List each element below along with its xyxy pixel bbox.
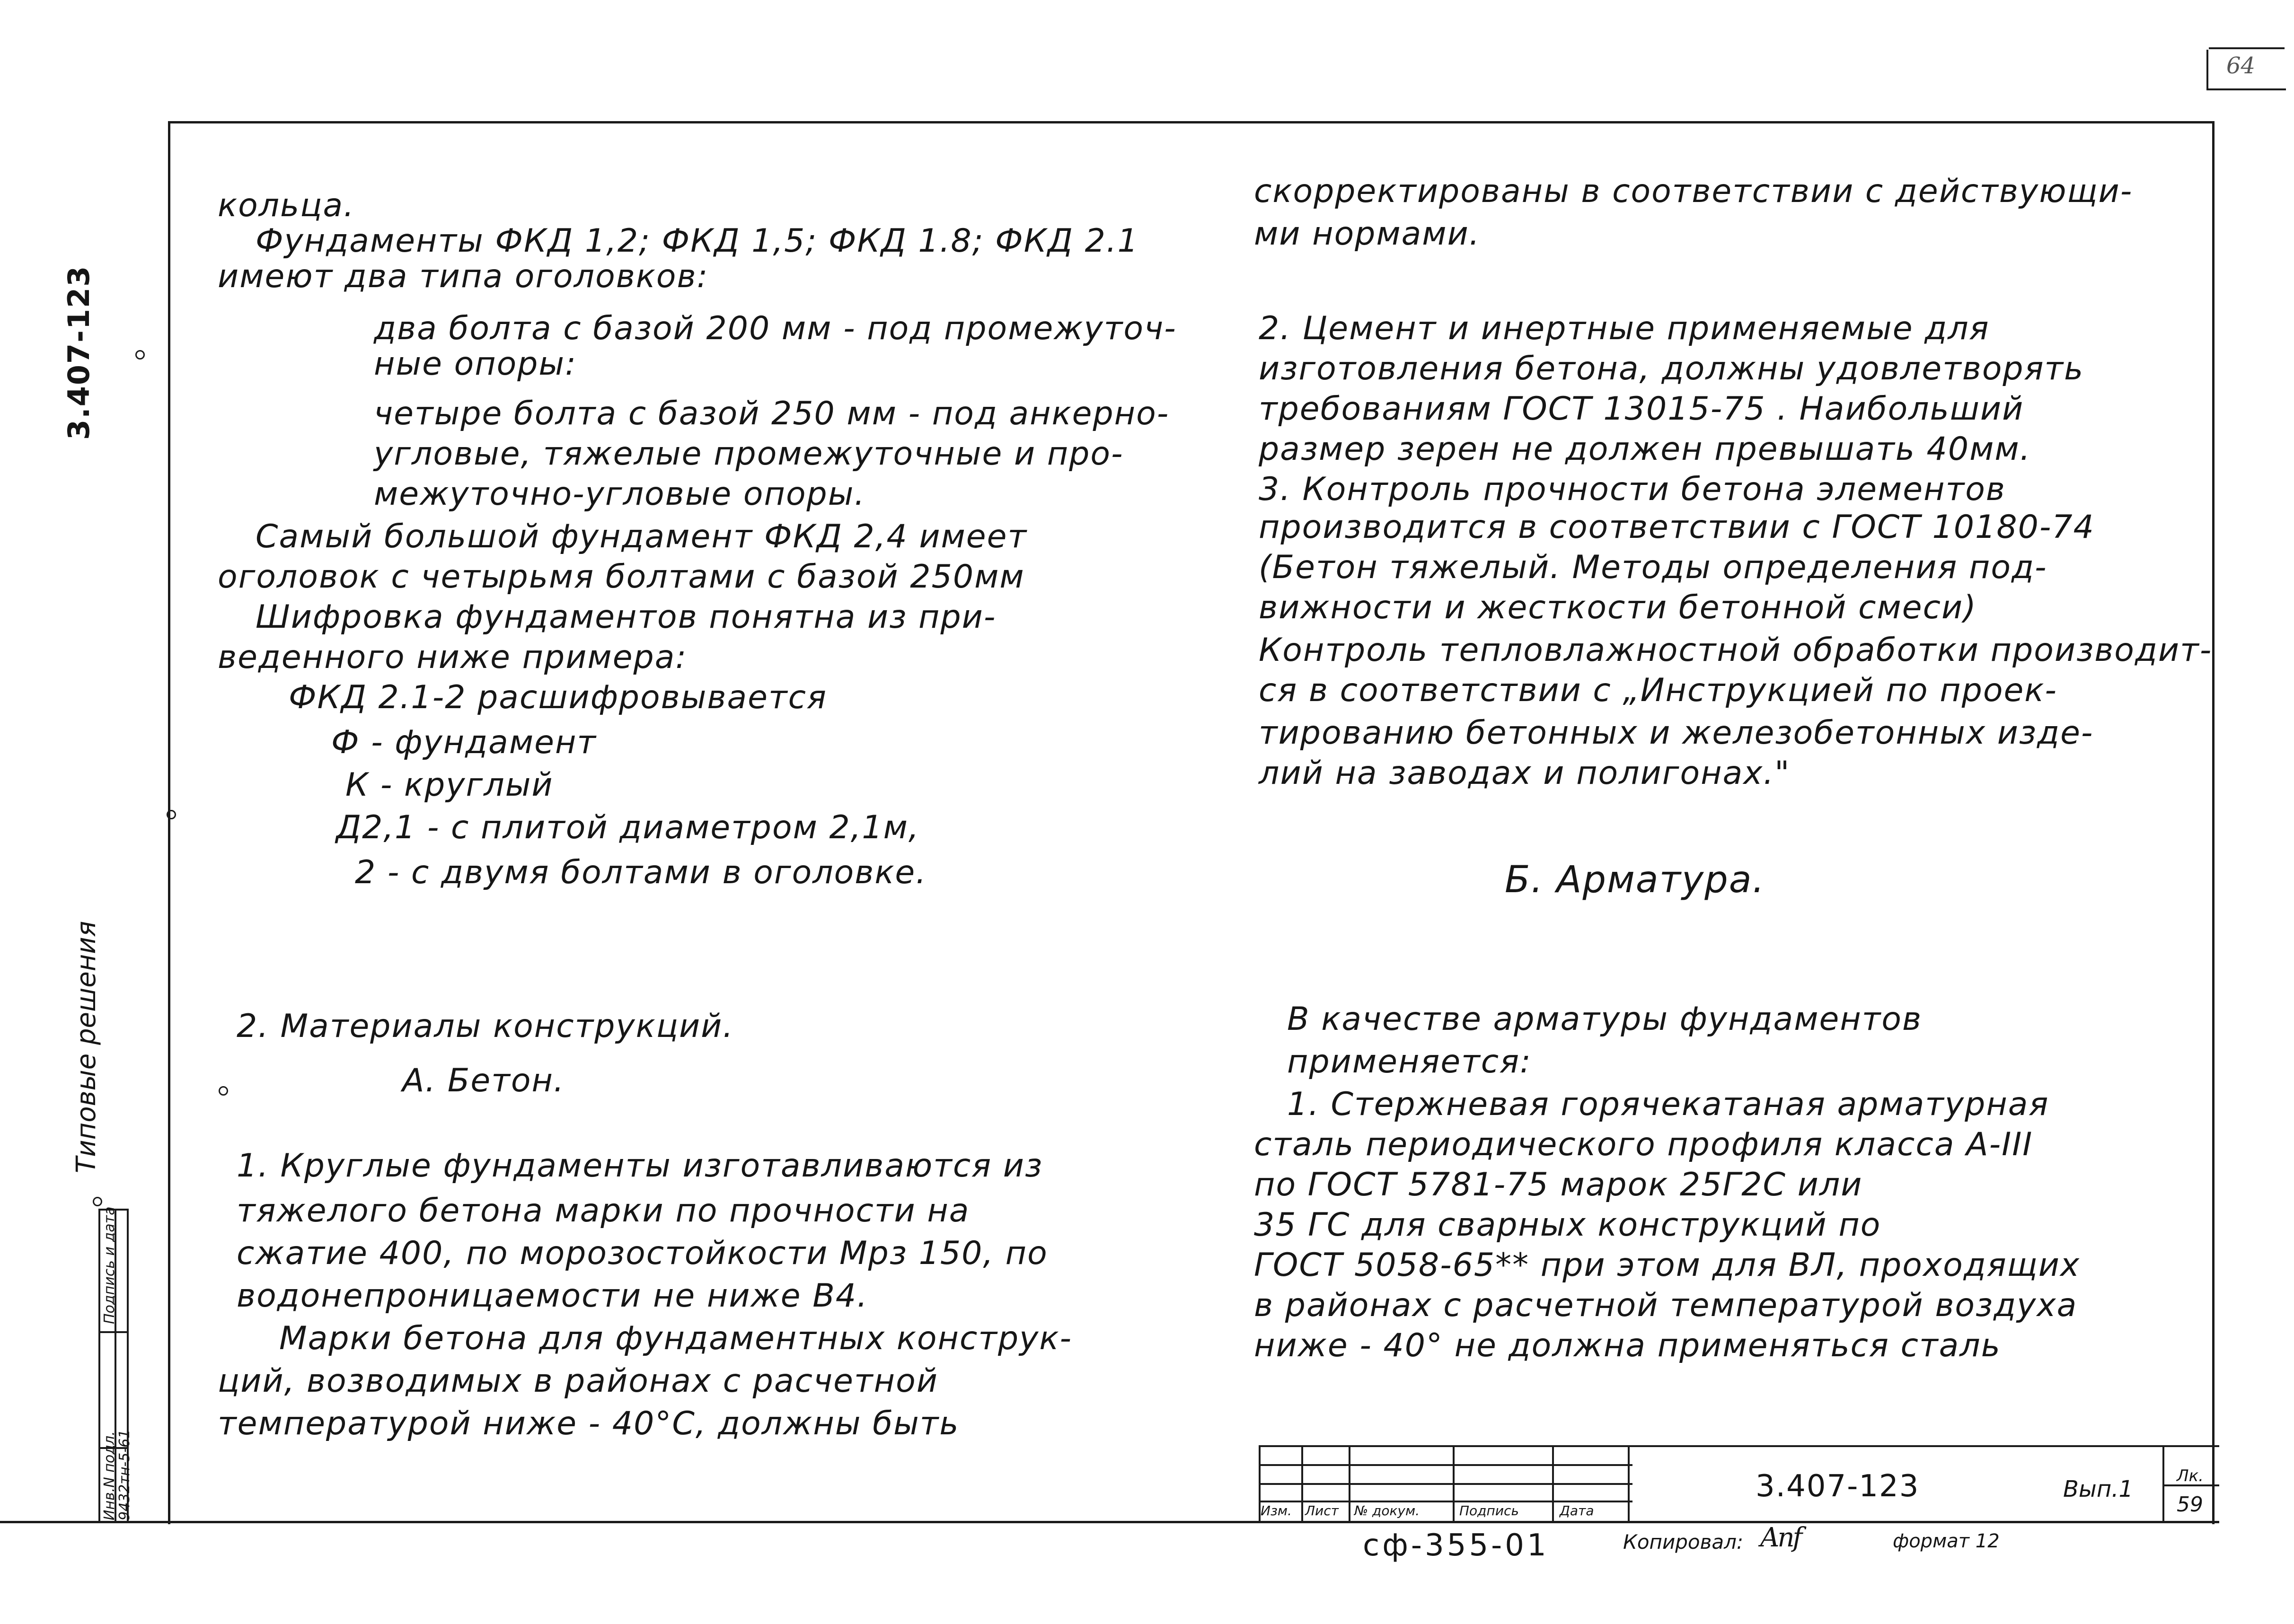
stamp-inv-value: 9432тн-5-61 [116,1429,133,1520]
text-line: 2 - с двумя болтами в оголовке. [355,854,927,891]
text-line: сталь периодического профиля класса А-III [1254,1126,2033,1163]
stamp-divider [100,1331,127,1333]
side-label-typical-solutions: Типовые решения [71,921,102,1173]
sheet-format: формат 12 [1893,1530,2000,1552]
title-block-line [1259,1464,1632,1466]
title-block-line [1628,1445,1630,1521]
text-line: Д2,1 - с плитой диаметром 2,1м, [336,809,920,846]
title-block-line [1349,1445,1350,1521]
text-line: В качестве арматуры фундаментов [1287,1001,1923,1038]
title-block-document-code: 3.407-123 [1756,1469,1920,1504]
text-line: Ф - фундамент [331,724,597,761]
text-line: требованиям ГОСТ 13015-75 . Наибольший [1259,390,2024,428]
text-line: Шифровка фундаментов понятна из при- [256,598,997,636]
title-block-line [1301,1445,1303,1521]
text-line: четыре болта с базой 250 мм - под анкерно- [374,395,1170,432]
text-line: тированию бетонных и железобетонных изде- [1259,714,2094,752]
text-line: угловые, тяжелые промежуточные и про- [374,435,1124,473]
text-line: веденного ниже примера: [218,639,688,676]
text-line: лий на заводах и полигонах." [1259,755,1791,792]
title-block-header: Подпись [1459,1503,1519,1519]
text-line: по ГОСТ 5781-75 марок 25Г2С или [1254,1166,1863,1203]
text-line: Фундаменты ФКД 1,2; ФКД 1,5; ФКД 1.8; ФКД 2.1 [256,222,1139,260]
copied-by-label: Копировал: [1623,1530,1744,1554]
text-line: 2. Цемент и инертные применяемые для [1259,310,1990,347]
text-line: 1. Круглые фундаменты изготавливаются из [237,1147,1043,1185]
text-line: кольца. [218,187,355,224]
title-block-line [1453,1445,1455,1521]
stamp-inv-label: Инв.N подл. [101,1431,118,1520]
section-heading: 2. Материалы конструкций. [237,1008,734,1045]
title-block-sheet-label: Лк. [2177,1466,2204,1485]
title-block-header: Лист [1305,1503,1339,1519]
punch-dot [167,810,176,819]
title-block-line [1259,1483,1632,1485]
text-line: Самый большой фундамент ФКД 2,4 имеет [256,518,1028,555]
text-line: межуточно-угловые опоры. [374,475,866,513]
punch-dot [219,1086,228,1096]
text-line: ся в соответствии с „Инструкцией по проек- [1259,672,2057,709]
punch-dot [135,350,145,360]
sheet-corner-line [2209,47,2285,49]
title-block-line [1259,1501,1632,1502]
sheet-corner-number: 64 [2206,50,2286,90]
text-line: водонепроницаемости не ниже В4. [237,1277,868,1315]
text-line: (Бетон тяжелый. Методы определения под- [1259,549,2047,586]
text-line: в районах с расчетной температурой воздуха [1254,1287,2078,1324]
text-line: 1. Стержневая горячекатаная арматурная [1287,1086,2049,1123]
section-heading: Б. Арматура. [1505,859,1765,901]
text-line: ми нормами. [1254,215,1481,253]
title-block-header: Изм. [1261,1503,1292,1519]
text-line: размер зерен не должен превышать 40мм. [1259,430,2031,468]
text-line: ФКД 2.1-2 расшифровывается [289,679,827,716]
copied-by-signature: Anf [1760,1522,1801,1553]
text-line: К - круглый [345,766,554,804]
text-line: ций, возводимых в районах с расчетной [218,1362,938,1400]
title-block-line [1552,1445,1554,1521]
text-line: Контроль тепловлажностной обработки производит- [1259,632,2213,669]
text-line: 35 ГС для сварных конструкций по [1254,1206,1881,1244]
archive-code: сф-355-01 [1363,1528,1549,1563]
text-line: ные опоры: [374,345,577,383]
frame-bottom-border [0,1521,2219,1523]
stamp-sign-label: Подпись и дата [101,1206,118,1324]
text-line: два болта с базой 200 мм - под промежуточ- [374,310,1177,347]
text-line: 3. Контроль прочности бетона элементов [1259,471,2006,508]
margin-stamp [98,1206,133,1523]
text-line: ниже - 40° не должна применяться сталь [1254,1327,2001,1364]
subsection-heading: А. Бетон. [402,1062,565,1099]
title-block-header: Дата [1560,1503,1594,1519]
text-line: тяжелого бетона марки по прочности на [237,1192,970,1229]
title-block-sheet-number: 59 [2177,1492,2203,1517]
text-line: Марки бетона для фундаментных конструк- [279,1320,1072,1357]
text-line: оголовок с четырьмя болтами с базой 250мм [218,558,1025,596]
frame-left-border [168,121,170,1524]
text-line: изготовления бетона, должны удовлетворять [1259,350,2084,387]
text-line: скорректированы в соответствии с действующи- [1254,173,2133,210]
text-line: вижности и жесткости бетонной смеси) [1259,589,1977,626]
text-line: производится в соответствии с ГОСТ 10180-74 [1259,509,2095,546]
text-line: температурой ниже - 40°С, должны быть [218,1405,960,1442]
title-block-header: № докум. [1354,1503,1420,1519]
punch-dot [93,1197,102,1206]
text-line: ГОСТ 5058-65** при этом для ВЛ, проходящих [1254,1247,2081,1284]
title-block-line [1259,1445,2219,1447]
text-line: сжатие 400, по морозостойкости Мрз 150, по [237,1235,1048,1272]
side-document-code: 3.407-123 [62,265,96,440]
text-line: применяется: [1287,1043,1532,1080]
title-block-issue: Вып.1 [2063,1476,2134,1502]
title-block-line [2162,1445,2164,1521]
text-line: имеют два типа оголовков: [218,258,709,295]
